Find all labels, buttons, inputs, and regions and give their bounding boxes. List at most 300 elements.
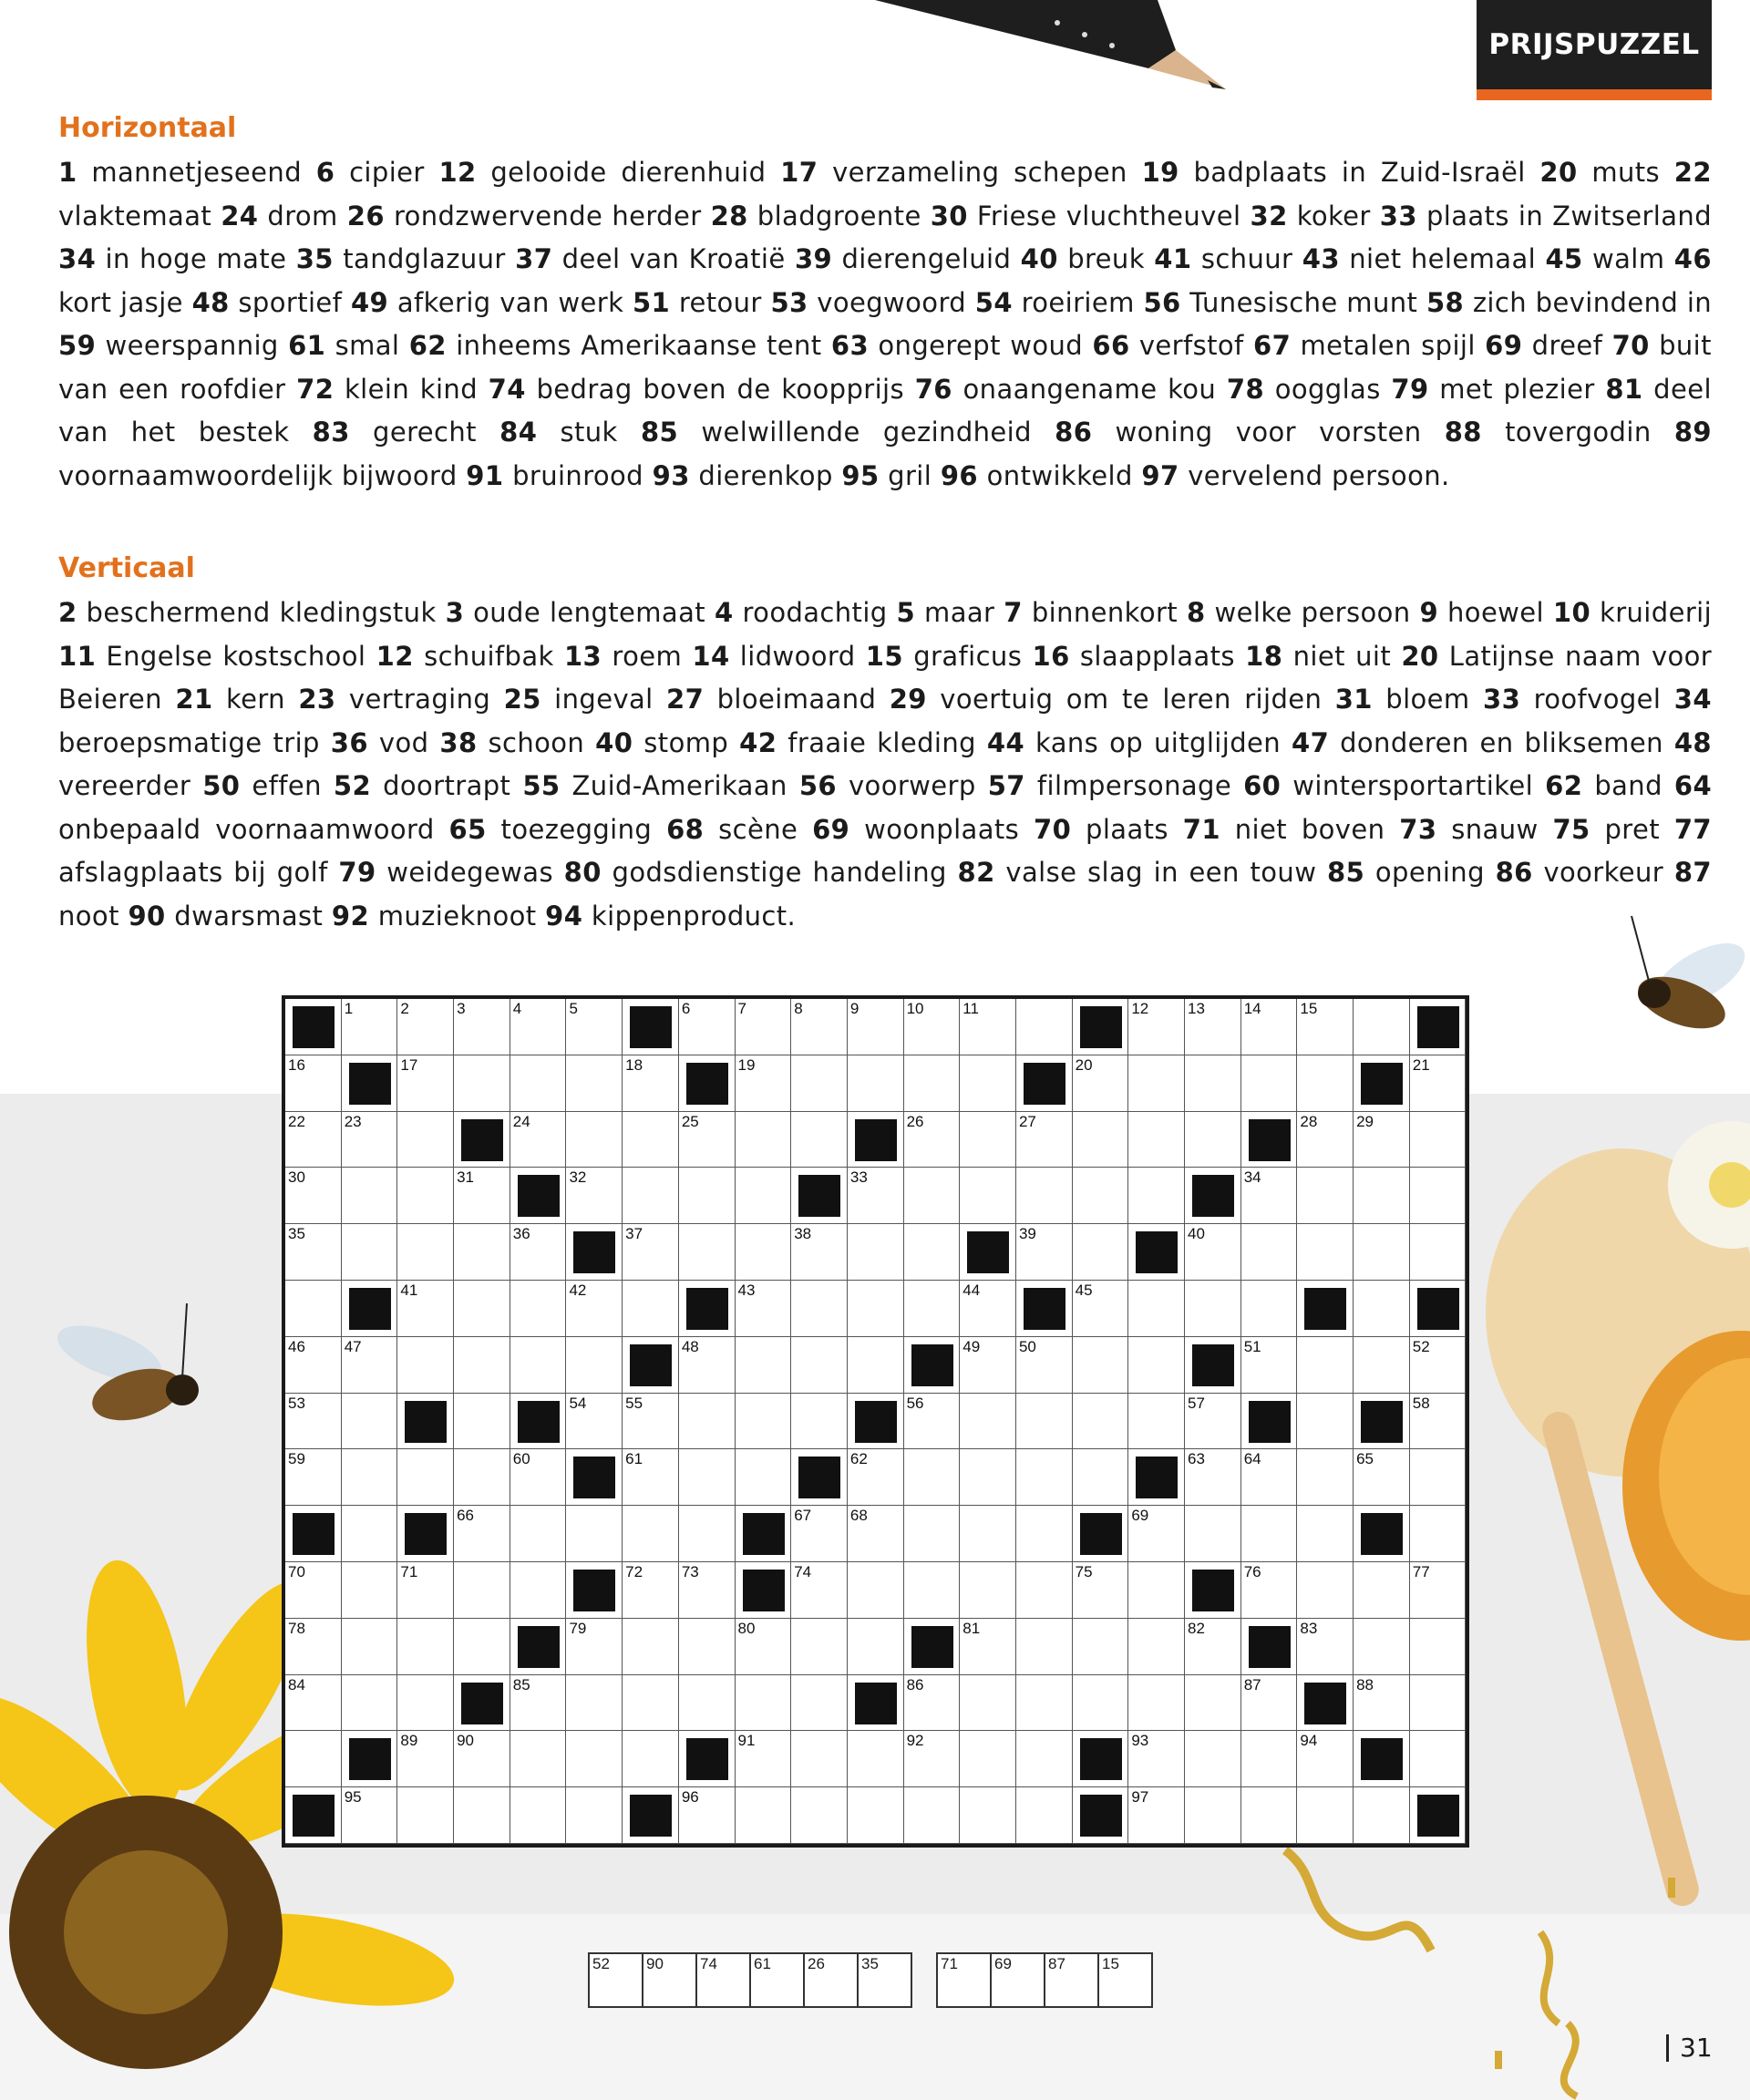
grid-cell[interactable] — [791, 1394, 848, 1450]
grid-cell[interactable] — [1410, 1112, 1467, 1168]
grid-cell[interactable] — [397, 1281, 454, 1337]
grid-cell[interactable] — [1185, 1394, 1241, 1450]
grid-cell[interactable] — [960, 1281, 1016, 1337]
grid-cell[interactable] — [1016, 1675, 1073, 1732]
grid-cell[interactable] — [1073, 1168, 1129, 1224]
cell-number: 52 — [1412, 1337, 1430, 1355]
clue-number: 66 — [1092, 330, 1130, 361]
grid-cell[interactable] — [904, 1281, 961, 1337]
grid-cell[interactable] — [623, 1055, 679, 1112]
answer-box[interactable] — [588, 1952, 643, 2008]
grid-cell[interactable] — [285, 1055, 342, 1112]
grid-cell[interactable] — [1241, 999, 1298, 1055]
grid-cell[interactable] — [1128, 1787, 1185, 1844]
answer-box[interactable] — [990, 1952, 1045, 2008]
grid-cell[interactable] — [1410, 1449, 1467, 1506]
grid-cell[interactable] — [1354, 1675, 1410, 1732]
grid-cell[interactable] — [1241, 1562, 1298, 1619]
grid-cell[interactable] — [1241, 1449, 1298, 1506]
clue-number: 65 — [448, 813, 487, 845]
black-square — [1241, 1112, 1298, 1168]
grid-cell[interactable] — [736, 1168, 792, 1224]
grid-cell[interactable] — [679, 1394, 736, 1450]
grid-cell[interactable] — [510, 999, 567, 1055]
grid-cell[interactable] — [342, 1449, 398, 1506]
grid-cell[interactable] — [736, 1224, 792, 1281]
clue-number: 85 — [640, 417, 679, 448]
grid-cell[interactable] — [1410, 1562, 1467, 1619]
grid-cell[interactable] — [736, 1449, 792, 1506]
grid-cell[interactable] — [736, 1731, 792, 1787]
answer-box[interactable] — [857, 1952, 912, 2008]
grid-cell[interactable] — [1128, 1337, 1185, 1394]
grid-cell[interactable] — [1073, 1449, 1129, 1506]
grid-cell[interactable] — [1016, 1731, 1073, 1787]
grid-cell[interactable] — [1128, 1168, 1185, 1224]
cell-number: 78 — [288, 1619, 305, 1637]
grid-cell[interactable] — [1241, 1224, 1298, 1281]
grid-cell[interactable] — [566, 1112, 623, 1168]
grid-cell[interactable] — [960, 1675, 1016, 1732]
grid-cell[interactable] — [1128, 1731, 1185, 1787]
grid-cell[interactable] — [1410, 1337, 1467, 1394]
grid-cell[interactable] — [791, 1562, 848, 1619]
grid-cell[interactable] — [285, 1337, 342, 1394]
grid-cell[interactable] — [623, 1562, 679, 1619]
grid-cell[interactable] — [1073, 1112, 1129, 1168]
grid-cell[interactable] — [1185, 1619, 1241, 1675]
grid-cell[interactable] — [1016, 1112, 1073, 1168]
grid-cell[interactable] — [342, 1506, 398, 1562]
grid-cell[interactable] — [1297, 1731, 1354, 1787]
grid-cell[interactable] — [397, 1731, 454, 1787]
answer-box[interactable] — [642, 1952, 697, 2008]
grid-cell[interactable] — [904, 1168, 961, 1224]
grid-cell[interactable] — [342, 1394, 398, 1450]
grid-cell[interactable] — [848, 1055, 904, 1112]
grid-cell[interactable] — [342, 1787, 398, 1844]
grid-cell[interactable] — [397, 1787, 454, 1844]
grid-cell[interactable] — [960, 1112, 1016, 1168]
grid-cell[interactable] — [1128, 1675, 1185, 1732]
answer-box[interactable] — [695, 1952, 751, 2008]
grid-cell[interactable] — [623, 1281, 679, 1337]
answer-box-number: 35 — [861, 1955, 879, 1972]
grid-cell[interactable] — [510, 1337, 567, 1394]
grid-cell[interactable] — [848, 1449, 904, 1506]
grid-cell[interactable] — [960, 1337, 1016, 1394]
grid-cell[interactable] — [1297, 1394, 1354, 1450]
grid-cell[interactable] — [791, 1619, 848, 1675]
grid-cell[interactable] — [679, 1562, 736, 1619]
grid-cell[interactable] — [679, 1619, 736, 1675]
grid-cell[interactable] — [904, 1449, 961, 1506]
grid-cell[interactable] — [566, 1731, 623, 1787]
clue-number: 78 — [1226, 373, 1265, 405]
grid-cell[interactable] — [1410, 1619, 1467, 1675]
grid-cell[interactable] — [1410, 1394, 1467, 1450]
grid-cell[interactable] — [397, 1224, 454, 1281]
grid-cell[interactable] — [679, 999, 736, 1055]
grid-cell[interactable] — [1297, 1055, 1354, 1112]
grid-cell[interactable] — [1016, 1394, 1073, 1450]
grid-cell[interactable] — [1241, 1675, 1298, 1732]
grid-cell[interactable] — [848, 1731, 904, 1787]
grid-cell[interactable] — [1128, 1112, 1185, 1168]
grid-cell[interactable] — [1185, 1675, 1241, 1732]
grid-cell[interactable] — [1297, 1449, 1354, 1506]
grid-cell[interactable] — [1354, 1449, 1410, 1506]
grid-cell[interactable] — [791, 1055, 848, 1112]
grid-cell[interactable] — [285, 1224, 342, 1281]
answer-box[interactable] — [936, 1952, 992, 2008]
grid-cell[interactable] — [1185, 1112, 1241, 1168]
grid-cell[interactable] — [1128, 1281, 1185, 1337]
grid-cell[interactable] — [1185, 1449, 1241, 1506]
grid-cell[interactable] — [904, 1055, 961, 1112]
grid-cell[interactable] — [1016, 1449, 1073, 1506]
grid-cell[interactable] — [397, 1168, 454, 1224]
grid-cell[interactable] — [736, 1112, 792, 1168]
grid-cell[interactable] — [1241, 1787, 1298, 1844]
grid-cell[interactable] — [1297, 1562, 1354, 1619]
grid-cell[interactable] — [791, 1506, 848, 1562]
grid-cell[interactable] — [510, 1224, 567, 1281]
grid-cell[interactable] — [1241, 1731, 1298, 1787]
grid-cell[interactable] — [566, 1787, 623, 1844]
grid-cell[interactable] — [510, 1675, 567, 1732]
grid-cell[interactable] — [960, 999, 1016, 1055]
grid-cell[interactable] — [960, 1562, 1016, 1619]
clue-text: niet uit — [1292, 640, 1392, 672]
grid-cell[interactable] — [848, 999, 904, 1055]
answer-box[interactable] — [803, 1952, 859, 2008]
grid-cell[interactable] — [848, 1281, 904, 1337]
grid-cell[interactable] — [1185, 1055, 1241, 1112]
grid-cell[interactable] — [791, 1112, 848, 1168]
grid-cell[interactable] — [285, 1112, 342, 1168]
grid-cell[interactable] — [1241, 1506, 1298, 1562]
grid-cell[interactable] — [736, 1394, 792, 1450]
grid-cell[interactable] — [1297, 1168, 1354, 1224]
grid-cell[interactable] — [454, 1281, 510, 1337]
clue-number: 8 — [1186, 597, 1206, 628]
grid-cell[interactable] — [679, 1168, 736, 1224]
grid-cell[interactable] — [1185, 1224, 1241, 1281]
grid-cell[interactable] — [454, 1449, 510, 1506]
grid-cell[interactable] — [1128, 1562, 1185, 1619]
grid-cell[interactable] — [623, 1675, 679, 1732]
answer-box[interactable] — [749, 1952, 805, 2008]
grid-cell[interactable] — [736, 1619, 792, 1675]
grid-cell[interactable] — [1016, 1562, 1073, 1619]
cell-number: 67 — [794, 1507, 812, 1525]
cell-number: 94 — [1300, 1732, 1318, 1750]
grid-cell[interactable] — [342, 1112, 398, 1168]
grid-cell[interactable] — [623, 1224, 679, 1281]
black-square — [1354, 1731, 1410, 1787]
grid-cell[interactable] — [848, 1506, 904, 1562]
grid-cell[interactable] — [1354, 1168, 1410, 1224]
grid-cell[interactable] — [791, 1731, 848, 1787]
grid-cell[interactable] — [1241, 1055, 1298, 1112]
grid-cell[interactable] — [1297, 1506, 1354, 1562]
grid-cell[interactable] — [1354, 1281, 1410, 1337]
grid-cell[interactable] — [1185, 1281, 1241, 1337]
grid-cell[interactable] — [1410, 1675, 1467, 1732]
grid-cell[interactable] — [960, 1168, 1016, 1224]
grid-cell[interactable] — [1073, 1055, 1129, 1112]
grid-cell[interactable] — [1354, 1224, 1410, 1281]
grid-cell[interactable] — [623, 1112, 679, 1168]
grid-cell[interactable] — [566, 1394, 623, 1450]
crossword-grid — [282, 995, 1469, 1848]
grid-cell[interactable] — [397, 1675, 454, 1732]
grid-cell[interactable] — [285, 1731, 342, 1787]
answer-box[interactable] — [1044, 1952, 1099, 2008]
grid-cell[interactable] — [1297, 1619, 1354, 1675]
grid-cell[interactable] — [397, 1562, 454, 1619]
grid-cell[interactable] — [454, 1562, 510, 1619]
grid-cell[interactable] — [1354, 1112, 1410, 1168]
grid-cell[interactable] — [904, 999, 961, 1055]
grid-cell[interactable] — [960, 1394, 1016, 1450]
grid-cell[interactable] — [342, 1337, 398, 1394]
grid-cell[interactable] — [1297, 1224, 1354, 1281]
grid-cell[interactable] — [679, 1112, 736, 1168]
grid-cell[interactable] — [1185, 999, 1241, 1055]
grid-cell[interactable] — [1185, 1506, 1241, 1562]
grid-cell[interactable] — [904, 1224, 961, 1281]
grid-cell[interactable] — [510, 1449, 567, 1506]
grid-cell[interactable] — [1073, 1281, 1129, 1337]
grid-cell[interactable] — [397, 1112, 454, 1168]
grid-cell[interactable] — [510, 1055, 567, 1112]
grid-cell[interactable] — [454, 1731, 510, 1787]
grid-cell[interactable] — [679, 1224, 736, 1281]
grid-cell[interactable] — [1128, 1055, 1185, 1112]
grid-cell[interactable] — [736, 1281, 792, 1337]
grid-cell[interactable] — [848, 1619, 904, 1675]
answer-box[interactable] — [1097, 1952, 1153, 2008]
grid-cell[interactable] — [679, 1675, 736, 1732]
grid-cell[interactable] — [1185, 1731, 1241, 1787]
grid-cell[interactable] — [566, 1281, 623, 1337]
grid-cell[interactable] — [1241, 1168, 1298, 1224]
grid-cell[interactable] — [1185, 1787, 1241, 1844]
grid-cell[interactable] — [904, 1787, 961, 1844]
grid-cell[interactable] — [791, 1224, 848, 1281]
black-square — [1128, 1224, 1185, 1281]
grid-cell[interactable] — [285, 1281, 342, 1337]
grid-cell[interactable] — [904, 1506, 961, 1562]
clue-number: 31 — [1334, 684, 1373, 715]
grid-cell[interactable] — [623, 1394, 679, 1450]
grid-cell[interactable] — [904, 1562, 961, 1619]
black-square — [397, 1394, 454, 1450]
clue-text: filmpersonage — [1036, 770, 1232, 801]
grid-cell[interactable] — [960, 1787, 1016, 1844]
grid-cell[interactable] — [679, 1506, 736, 1562]
grid-cell[interactable] — [1297, 1337, 1354, 1394]
grid-cell[interactable] — [1410, 1731, 1467, 1787]
clue-text: woning voor vorsten — [1115, 417, 1422, 448]
grid-cell[interactable] — [960, 1055, 1016, 1112]
grid-cell[interactable] — [1297, 1787, 1354, 1844]
grid-cell[interactable] — [342, 1619, 398, 1675]
grid-cell[interactable] — [397, 1055, 454, 1112]
grid-cell[interactable] — [736, 1787, 792, 1844]
grid-cell[interactable] — [454, 1168, 510, 1224]
grid-cell[interactable] — [1073, 1224, 1129, 1281]
cell-number: 48 — [681, 1337, 699, 1355]
grid-cell[interactable] — [397, 1337, 454, 1394]
grid-cell[interactable] — [791, 1675, 848, 1732]
grid-cell[interactable] — [342, 1675, 398, 1732]
grid-cell[interactable] — [736, 1337, 792, 1394]
grid-cell[interactable] — [1073, 1675, 1129, 1732]
clue-number: 11 — [58, 640, 97, 672]
grid-cell[interactable] — [848, 1224, 904, 1281]
grid-cell[interactable] — [1297, 1112, 1354, 1168]
grid-cell[interactable] — [1016, 1168, 1073, 1224]
grid-cell[interactable] — [848, 1337, 904, 1394]
grid-cell[interactable] — [1073, 1619, 1129, 1675]
grid-cell[interactable] — [566, 1675, 623, 1732]
clue-number: 10 — [1552, 597, 1591, 628]
grid-cell[interactable] — [1354, 1562, 1410, 1619]
grid-cell[interactable] — [285, 1449, 342, 1506]
grid-cell[interactable] — [454, 1337, 510, 1394]
grid-cell[interactable] — [1016, 1619, 1073, 1675]
grid-cell[interactable] — [1354, 1619, 1410, 1675]
grid-cell[interactable] — [454, 1055, 510, 1112]
grid-cell[interactable] — [679, 1787, 736, 1844]
grid-cell[interactable] — [1410, 1055, 1467, 1112]
grid-cell[interactable] — [510, 1787, 567, 1844]
grid-cell[interactable] — [1410, 1224, 1467, 1281]
grid-cell[interactable] — [285, 1168, 342, 1224]
grid-cell[interactable] — [1016, 1337, 1073, 1394]
grid-cell[interactable] — [342, 999, 398, 1055]
grid-cell[interactable] — [791, 999, 848, 1055]
grid-cell[interactable] — [510, 1506, 567, 1562]
grid-cell[interactable] — [285, 1394, 342, 1450]
grid-cell[interactable] — [623, 1619, 679, 1675]
grid-cell[interactable] — [454, 1224, 510, 1281]
grid-cell[interactable] — [1354, 999, 1410, 1055]
grid-cell[interactable] — [566, 1055, 623, 1112]
grid-cell[interactable] — [1016, 999, 1073, 1055]
grid-cell[interactable] — [1016, 1506, 1073, 1562]
grid-cell[interactable] — [1073, 1394, 1129, 1450]
grid-cell[interactable] — [566, 1619, 623, 1675]
grid-cell[interactable] — [960, 1449, 1016, 1506]
grid-cell[interactable] — [1354, 1787, 1410, 1844]
grid-cell[interactable] — [566, 1337, 623, 1394]
grid-cell[interactable] — [1016, 1787, 1073, 1844]
grid-cell[interactable] — [679, 1337, 736, 1394]
grid-cell[interactable] — [1354, 1337, 1410, 1394]
grid-cell[interactable] — [904, 1112, 961, 1168]
grid-cell[interactable] — [1297, 999, 1354, 1055]
grid-cell[interactable] — [397, 1449, 454, 1506]
grid-cell[interactable] — [623, 1731, 679, 1787]
grid-cell[interactable] — [1128, 999, 1185, 1055]
grid-cell[interactable] — [623, 1168, 679, 1224]
grid-cell[interactable] — [1241, 1337, 1298, 1394]
clue-number: 54 — [974, 286, 1013, 318]
grid-cell[interactable] — [1410, 1506, 1467, 1562]
grid-cell[interactable] — [904, 1731, 961, 1787]
grid-cell[interactable] — [285, 1562, 342, 1619]
grid-cell[interactable] — [848, 1562, 904, 1619]
grid-cell[interactable] — [566, 1168, 623, 1224]
grid-cell[interactable] — [285, 1619, 342, 1675]
grid-cell[interactable] — [904, 1394, 961, 1450]
grid-cell[interactable] — [791, 1337, 848, 1394]
grid-cell[interactable] — [454, 1394, 510, 1450]
grid-cell[interactable] — [960, 1731, 1016, 1787]
grid-cell[interactable] — [736, 999, 792, 1055]
clue-text: roeiriem — [1021, 286, 1135, 318]
grid-cell[interactable] — [848, 1787, 904, 1844]
grid-cell[interactable] — [342, 1562, 398, 1619]
clue-number: 33 — [1482, 684, 1521, 715]
grid-cell[interactable] — [791, 1787, 848, 1844]
grid-cell[interactable] — [848, 1168, 904, 1224]
grid-cell[interactable] — [1016, 1224, 1073, 1281]
grid-cell[interactable] — [285, 1675, 342, 1732]
grid-cell[interactable] — [454, 1619, 510, 1675]
cell-number: 37 — [625, 1225, 643, 1243]
grid-cell[interactable] — [960, 1506, 1016, 1562]
grid-cell[interactable] — [736, 1055, 792, 1112]
grid-cell[interactable] — [791, 1281, 848, 1337]
grid-cell[interactable] — [397, 1619, 454, 1675]
cell-number: 11 — [962, 1000, 979, 1017]
grid-cell[interactable] — [397, 999, 454, 1055]
grid-cell[interactable] — [1128, 1394, 1185, 1450]
black-square — [904, 1619, 961, 1675]
grid-cell[interactable] — [1241, 1281, 1298, 1337]
grid-cell[interactable] — [736, 1675, 792, 1732]
grid-cell[interactable] — [510, 1562, 567, 1619]
grid-cell[interactable] — [904, 1675, 961, 1732]
grid-cell[interactable] — [1128, 1619, 1185, 1675]
grid-cell[interactable] — [342, 1168, 398, 1224]
answer-box-number: 69 — [994, 1955, 1012, 1972]
grid-cell[interactable] — [510, 1281, 567, 1337]
grid-cell[interactable] — [623, 1506, 679, 1562]
grid-cell[interactable] — [1128, 1506, 1185, 1562]
grid-cell[interactable] — [623, 1449, 679, 1506]
grid-cell[interactable] — [1073, 1337, 1129, 1394]
grid-cell[interactable] — [510, 1731, 567, 1787]
grid-cell[interactable] — [454, 1506, 510, 1562]
grid-cell[interactable] — [454, 1787, 510, 1844]
grid-cell[interactable] — [1410, 1168, 1467, 1224]
cell-number: 3 — [457, 1000, 466, 1017]
grid-cell[interactable] — [1073, 1562, 1129, 1619]
grid-cell[interactable] — [566, 1506, 623, 1562]
grid-cell[interactable] — [510, 1112, 567, 1168]
grid-cell[interactable] — [342, 1224, 398, 1281]
grid-cell[interactable] — [679, 1449, 736, 1506]
grid-cell[interactable] — [566, 999, 623, 1055]
grid-cell[interactable] — [454, 999, 510, 1055]
grid-cell[interactable] — [960, 1619, 1016, 1675]
